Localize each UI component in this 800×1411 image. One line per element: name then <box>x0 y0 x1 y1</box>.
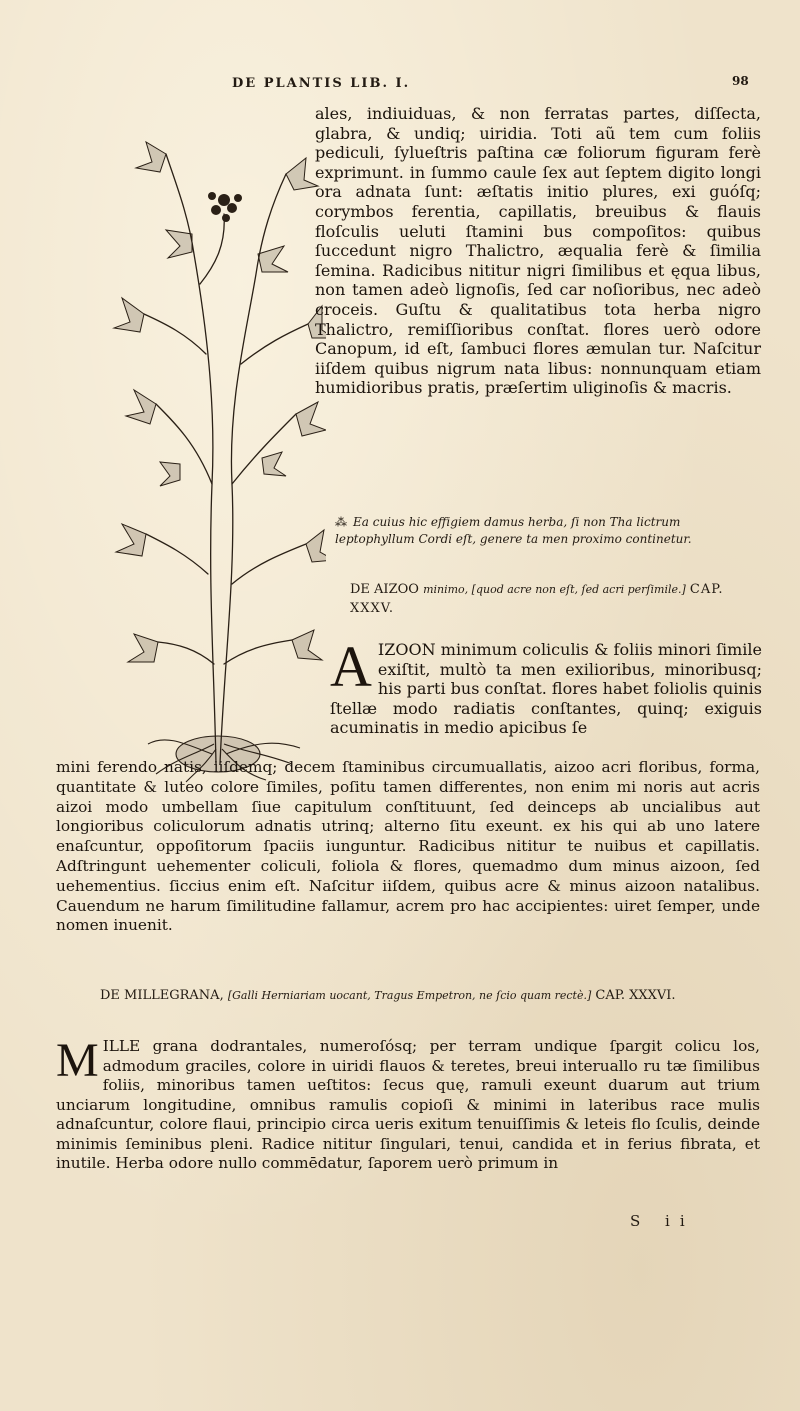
plant-woodcut-illustration <box>96 104 326 784</box>
aizoon-lead-text: IZOON minimum coliculis & foliis minori ſimile exiſtit, multò ta men exilioribus, minoribusq; his parti bus conſtat. flores habet foliolis quinis ſtellæ modo radiatis conſtantes, quinq; exiguis acuminatis in medio apicibus ſe <box>330 640 762 738</box>
aizoon-lead-paragraph <box>330 634 762 738</box>
section-title-italic: [Galli Herniariam uocant, Tragus Empetron, ne ſcio quam rectè.] <box>227 989 592 1002</box>
millegrana-text: ILLE grana dodrantales, numeroſósq; per terram undique ſpargit colicu los, admodum graciles, colore in uiridi flauos & teretes, breui interuallo ru tæ ſimilibus foliis, minoribus tamen ueſtitos: ſecus quę, ramuli exeunt duarum aut trium unciarum longitudine, omnibus ramulis copioſi & minimi in lateribus race mulis adnaſcuntur, colore flaui, principio circa ueris exitum tenuiſſimis & leteis flo ſculis, deinde minimis ſeminibus pleni. Radice nititur ſingulari, tenui, candida et in ferius fibrata, et inutile. Herba odore nullo commēdatur, ſaporem uerò primum in <box>56 1037 760 1172</box>
signature-mark: S ii <box>630 1212 695 1230</box>
section-title-millegrana <box>100 986 760 1005</box>
note-text: Ea cuius hic effigiem damus herba, ſi non Tha lictrum leptophyllum Cordi eſt, genere ta men proximo continetur. <box>335 515 692 546</box>
section-title-italic: minimo, [quod acre non eſt, ſed acri perſimile.] <box>423 583 686 596</box>
asterism-icon: ⁂ <box>335 515 347 529</box>
drop-cap: A <box>330 634 372 699</box>
section-title-aizoo <box>350 580 770 618</box>
aizoon-body-text: mini ferendo natis, iiſdemq; decem ſtaminibus circumuallatis, aizoo acri floribus, forma, quantitate & luteo colore ſimiles, poſitu tamen differentes, non enim mi noris aut acris aizoi modo umbellam ſiue capitulum conſtituunt, ſed deinceps ab uncialibus aut longioribus coliculorum adnatis utrinq; alterno ſitu exeunt. ex his qui ab uno latere enaſcuntur, oppoſitorum ſpaciis iunguntur. Radicibus nititur te nuibus et capillatis. Adſtringunt uehementer coliculi, foliola & flores, quemadmo dum minus aizoon, ſed uehementius. ſiccius enim eſt. Naſcitur iiſdem, quibus acre & minus aizoon natalibus. Cauendum ne harum ſimilitudine fallamur, acrem pro hac accipientes: uiret ſemper, unde nomen inuenit. <box>56 758 760 935</box>
marginal-note <box>335 514 755 548</box>
folio-number: 98 <box>732 74 749 88</box>
chapter-number: CAP. XXXV. <box>350 582 724 616</box>
millegrana-paragraph <box>56 1034 760 1174</box>
section-title-main: DE MILLEGRANA, <box>100 988 224 1003</box>
drop-cap: M <box>56 1034 99 1087</box>
section-title-main: DE AIZOO <box>350 582 419 597</box>
chapter-number: CAP. XXXVI. <box>595 988 676 1003</box>
thalictrum-text: ales, indiuiduas, & non ferratas partes, diſſecta, glabra, & undiq; uiridia. Toti aũ tem cum foliis pediculi, ſylueſtris paſtina cæ foliorum figuram ferè exprimunt. in ſummo caule ſex aut ſeptem digito longi ora adnata ſunt: æſtatis initio plures, exi guóſq; corymbos ferentia, capillatis, breuibus & flauis floſculis ueluti ſtamini bus compoſitos: quibus ſuccedunt nigro Thalictro, æqualia ferè & ſimilia ſemina. Radicibus nititur nigri ſimilibus et ęqua libus, non tamen adeò lignoſis, ſed car noſioribus, nec adeò croceis. Guſtu & qualitatibus tota herba nigro Thalictro, remiſſioribus conſtat. flores uerò odore Canopum, id eſt, ſambuci flores æmulan tur. Naſcitur iiſdem quibus nigrum nata libus: nonnunquam etiam humidioribus pratis, præſertim uliginoſis & macris. <box>315 104 761 398</box>
running-title: DE PLANTIS LIB. I. <box>232 76 411 91</box>
